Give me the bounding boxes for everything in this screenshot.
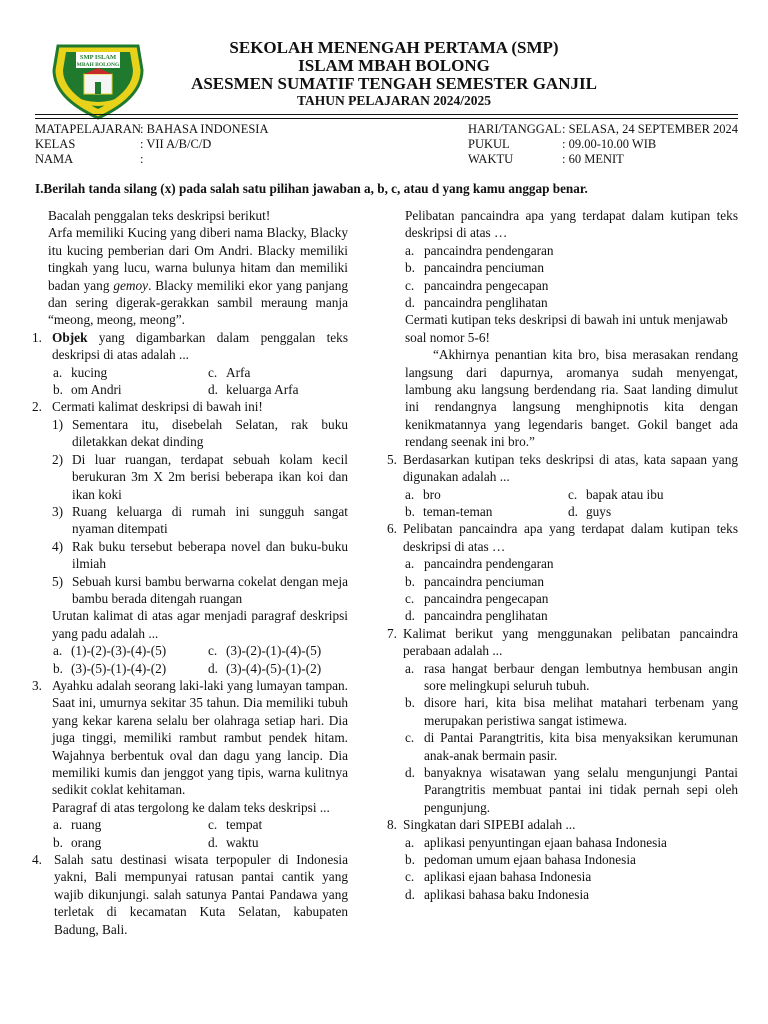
q7-options [387, 660, 738, 817]
sentence-item: 3) Ruang keluarga di rumah ini sungguh sangat nyaman ditempati [52, 503, 348, 537]
mapel-value: : BAHASA INDONESIA [140, 122, 269, 136]
rendang-quote: “Akhirnya penantian kita bro, bisa merasakan rendang langsung dari dapurnya, aromanya sudah menyengat, lambung aku langsung berdendang ria. Saat landing dimulut ini rendangnya langsung menghipnotis kita dengan kenikmatannya yang legendaris banget. Gokil banget ada rendang seenak ini bro.” [405, 347, 738, 450]
question-number: 4. [32, 852, 42, 868]
kelas-label: KELAS [35, 137, 76, 151]
option-item[interactable]: a. pancaindra pendengaran [405, 242, 554, 258]
question-number: 2. [32, 399, 42, 415]
option-item[interactable]: c. pancaindra pengecapan [405, 277, 549, 293]
question-text: Cermati kalimat deskripsi di bawah ini! [52, 399, 263, 415]
question-text: Salah satu destinasi wisata terpopuler di Indonesia yakni, Bali mempunyai ratusan pantai cantik yang wajib dikunjungi. salah satunya Pantai Pandawa yang terletak di kecamatan Kuta Selatan, kabupaten Badung, Bali. [54, 852, 348, 937]
question-6 [387, 520, 738, 555]
option-item[interactable]: b. orang [53, 834, 102, 850]
question-number: 6. [387, 521, 397, 537]
option-item[interactable]: a. (1)-(2)-(3)-(4)-(5) [53, 643, 167, 659]
option-item[interactable]: b. pancaindra penciuman [405, 573, 544, 589]
q3-options [32, 816, 348, 851]
option-item[interactable]: b. om Andri [53, 382, 122, 398]
question-3 [32, 677, 348, 799]
logo-text-2: MBAH BOLONG [76, 62, 120, 68]
sentence-item: 2) Di luar ruangan, terdapat sebuah kolam kecil berukuran 3m X 2m berisi beberapa ikan koi dan ikan koki [52, 451, 348, 502]
header-rule-thin [35, 118, 738, 119]
nama-label: NAMA [35, 152, 74, 166]
option-item[interactable]: c. Arfa [208, 364, 251, 380]
option-item[interactable]: b. (3)-(5)-(1)-(4)-(2) [53, 660, 167, 676]
q2-sentence-list [32, 416, 348, 607]
info-labels-right [468, 122, 568, 167]
mapel-label: MATAPELAJARAN [35, 122, 141, 136]
option-item[interactable]: b. pedoman umum ejaan bahasa Indonesia [405, 852, 636, 868]
header-exam-title: ASESMEN SUMATIF TENGAH SEMESTER GANJIL [191, 74, 597, 93]
question-text: Ayahku adalah seorang laki-laki yang lumayan tampan. Saat ini, umurnya sekitar 35 tahun. Dia memiliki tubuh yang kekar karena selalu ber olahraga setiap hari. Dia juga tinggi, memiliki rambut rambut pendek hitam. Wajahnya berbentuk oval dan dagu yang lancip. Dia memiliki kumis dan jenggot yang tipis, warna kulitnya sedikit coklat kehitaman. [52, 677, 348, 798]
question-text: Singkatan dari SIPEBI adalah ... [403, 817, 576, 833]
option-item[interactable]: a. bro [405, 486, 441, 502]
option-item[interactable]: a. rasa hangat berbaur dengan lembutnya hembusan angin sore melingkupi seluruh tubuh. [405, 660, 738, 693]
option-item[interactable]: d. pancaindra penglihatan [405, 608, 548, 624]
right-column [387, 207, 738, 903]
q4-options [387, 242, 738, 312]
pukul-value: : 09.00-10.00 WIB [562, 137, 657, 151]
option-item[interactable]: a. kucing [53, 364, 108, 380]
q1-options [32, 364, 348, 399]
sentence-item: 5) Sebuah kursi bambu berwarna cokelat dengan meja bambu berada ditengah ruangan [52, 573, 348, 606]
question-text: Kalimat berikut yang menggunakan pelibatan pancaindra perabaan adalah ... [403, 625, 738, 659]
question-2 [32, 398, 348, 415]
option-item[interactable]: d. (3)-(4)-(5)-(1)-(2) [208, 660, 322, 676]
question-text: Pelibatan pancaindra apa yang terdapat dalam kutipan teks deskripsi di atas … [403, 521, 738, 554]
header-rule-thick [35, 114, 738, 115]
question-7 [387, 625, 738, 660]
option-item[interactable]: b. disore hari, kita bisa melihat matahari terbenam yang merupakan peristiwa sangat istimewa. [405, 695, 738, 728]
q3-prompt: Paragraf di atas tergolong ke dalam teks deskripsi ... [52, 799, 330, 815]
q2-prompt: Urutan kalimat di atas agar menjadi paragraf deskripsi yang padu adalah ... [52, 608, 348, 641]
hari-label: HARI/TANGGAL [468, 122, 562, 136]
waktu-label: WAKTU [468, 152, 514, 166]
option-item[interactable]: c. (3)-(2)-(1)-(4)-(5) [208, 643, 322, 659]
passage-intro: Bacalah penggalan teks deskripsi berikut! [48, 208, 271, 223]
q2-options [32, 642, 348, 677]
question-4 [32, 851, 348, 938]
option-item[interactable]: c. pancaindra pengecapan [405, 590, 549, 606]
option-item[interactable]: a. pancaindra pendengaran [405, 556, 554, 572]
option-item[interactable]: b. teman-teman [405, 503, 493, 519]
q8-options [387, 834, 738, 904]
question-number: 5. [387, 451, 397, 467]
option-item[interactable]: b. pancaindra penciuman [405, 260, 544, 276]
school-logo [46, 40, 150, 120]
question-5 [387, 451, 738, 486]
question-number: 8. [387, 817, 397, 833]
option-item[interactable]: d. aplikasi bahasa baku Indonesia [405, 886, 590, 902]
option-item[interactable]: d. guys [568, 503, 612, 519]
question-number: 1. [32, 329, 42, 345]
question-text: Berdasarkan kutipan teks deskripsi di atas, kata sapaan yang digunakan adalah ... [403, 451, 738, 485]
header-school-name: ISLAM MBAH BOLONG [298, 56, 490, 75]
option-item[interactable]: c. aplikasi ejaan bahasa Indonesia [405, 869, 592, 885]
question-8 [387, 816, 738, 833]
q6-options [387, 555, 738, 625]
option-item[interactable]: d. waktu [208, 834, 259, 850]
info-values-left [140, 122, 360, 167]
header-academic-year: TAHUN PELAJARAN 2024/2025 [296, 93, 491, 108]
info-labels-left [35, 122, 145, 167]
question-1 [32, 329, 348, 364]
q5-6-intro: Cermati kutipan teks deskripsi di bawah ini untuk menjawab soal nomor 5-6! [405, 312, 728, 345]
info-values-right [562, 122, 740, 167]
option-item[interactable]: d. banyaknya wisatawan yang selalu mengunjungi Pantai Parangtritis membuat pantai ini tidak pernah sepi oleh pengunjung. [405, 765, 738, 815]
option-item[interactable]: c. bapak atau ibu [568, 486, 664, 502]
sentence-item: 4) Rak buku tersebut beberapa novel dan buku-buku ilmiah [52, 538, 348, 572]
kelas-value: : VII A/B/C/D [140, 137, 212, 151]
q4-prompt: Pelibatan pancaindra apa yang terdapat dalam kutipan teks deskripsi di atas … [405, 208, 738, 241]
question-number: 7. [387, 625, 397, 641]
question-number: 3. [32, 677, 42, 693]
option-item[interactable]: c. di Pantai Parangtritis, kita bisa menyaksikan kerumunan anak-anak bermain pasir. [405, 730, 738, 763]
nama-value[interactable]: : [140, 152, 144, 166]
option-item[interactable]: c. tempat [208, 817, 263, 833]
option-item[interactable]: d. pancaindra penglihatan [405, 295, 548, 311]
option-item[interactable]: a. aplikasi penyuntingan ejaan bahasa Indonesia [405, 834, 667, 850]
logo-text-1: SMP ISLAM [79, 54, 117, 61]
passage-text: Arfa memiliki Kucing yang diberi nama Blacky, Blacky itu kucing pemberian dari Om Andri. Blacky memiliki tingkah yang lucu, warna bulunya hitam dan memiliki badan yang gemoy. Blacky memiliki ekor yang panjang dan sering digerak-gerakkan sambil meraung manja “meong, meong, meong”. [48, 225, 349, 328]
option-item[interactable]: a. ruang [53, 817, 102, 833]
hari-value: : SELASA, 24 SEPTEMBER 2024 [562, 122, 739, 136]
question-text: Objek yang digambarkan dalam penggalan teks deskripsi di atas adalah ... [52, 329, 348, 363]
option-item[interactable]: d. keluarga Arfa [208, 382, 299, 398]
left-column [32, 207, 348, 938]
pukul-label: PUKUL [468, 137, 510, 151]
q5-options [387, 486, 738, 521]
waktu-value: : 60 MENIT [562, 152, 624, 166]
sentence-item: 1) Sementara itu, disebelah Selatan, rak buku diletakkan dekat dinding [52, 416, 348, 450]
instruction: I.Berilah tanda silang (x) pada salah satu pilihan jawaban a, b, c, atau d yang kamu anggap benar. [35, 181, 588, 196]
header-school-type: SEKOLAH MENENGAH PERTAMA (SMP) [229, 38, 559, 57]
